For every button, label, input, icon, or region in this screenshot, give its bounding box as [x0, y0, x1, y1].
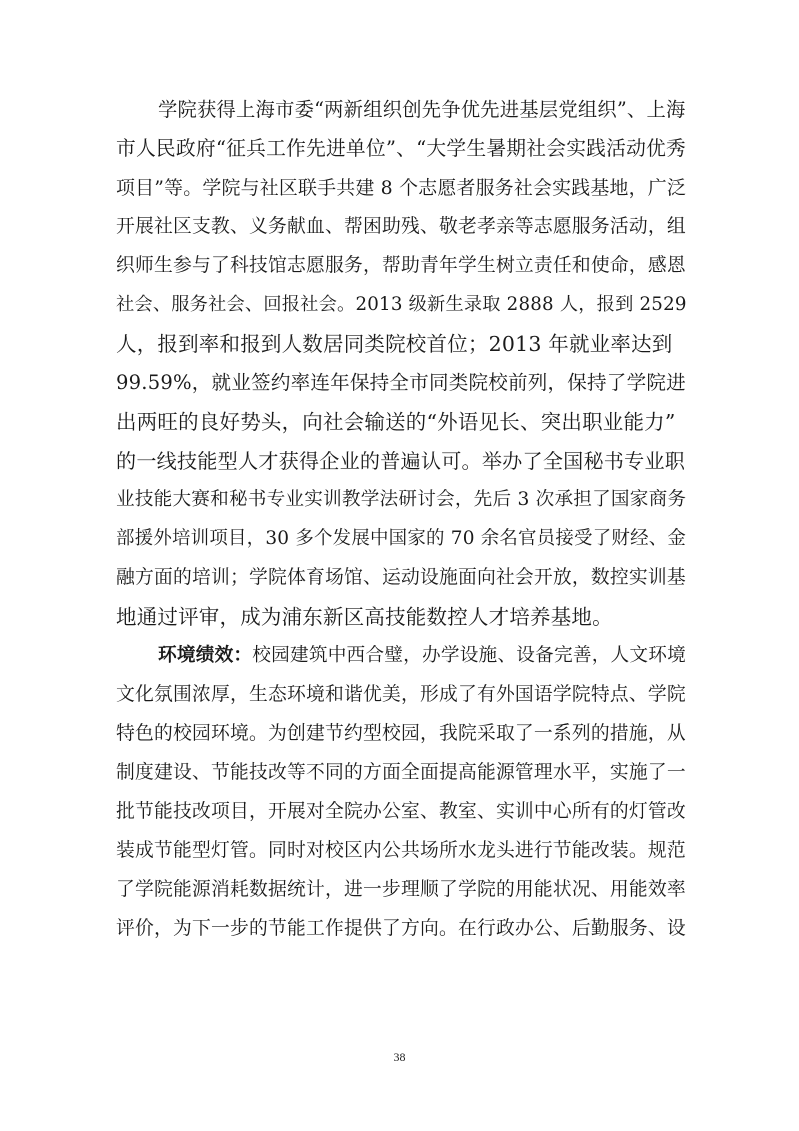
paragraph1-line-7: 人，报到率和报到人数居同类院校首位；2013 年就业率达到	[116, 332, 673, 356]
paragraph2-first-line-text: 校园建筑中西合璧，办学设施、设备完善，人文环境	[252, 645, 686, 666]
paragraph2-line-2: 文化氛围浓厚，生态环境和谐优美，形成了有外国语学院特点、学院	[116, 684, 686, 705]
paragraph1-line-14: 地通过评审，成为浦东新区高技能数控人才培养基地。	[116, 605, 613, 629]
paragraph2-line-4: 制度建设、节能技改等不同的方面全面提高能源管理水平，实施了一	[116, 762, 686, 783]
paragraph2-line-5: 批节能技改项目，开展对全院办公室、教室、实训中心所有的灯管改	[116, 801, 686, 822]
paragraph1-line-11: 业技能大赛和秘书专业实训教学法研讨会，先后 3 次承担了国家商务	[116, 489, 687, 510]
paragraph1-line-9: 出两旺的良好势头，向社会输送的“外语见长、突出职业能力”	[116, 410, 676, 434]
paragraph2-line-6: 装成节能型灯管。同时对校区内公共场所水龙头进行节能改装。规范	[116, 840, 686, 861]
paragraph1-line-4: 开展社区支教、义务献血、帮困助残、敬老孝亲等志愿服务活动，组	[116, 216, 686, 237]
paragraph1-line-3: 项目”等。学院与社区联手共建 8 个志愿者服务社会实践基地，广泛	[116, 177, 686, 199]
paragraph2-first-line	[158, 642, 686, 670]
paragraph1-line-5: 织师生参与了科技馆志愿服务，帮助青年学生树立责任和使命，感恩	[116, 255, 686, 276]
paragraph2-line-7: 了学院能源消耗数据统计，进一步理顺了学院的用能状况、用能效率	[116, 879, 686, 900]
paragraph1-line-10: 的一线技能型人才获得企业的普遍认可。举办了全国秘书专业职	[116, 449, 686, 473]
paragraph1-line-1: 学院获得上海市委“两新组织创先争优先进基层党组织”、上海	[158, 98, 686, 121]
paragraph1-line-2: 市人民政府“征兵工作先进单位”、“大学生暑期社会实践活动优秀	[116, 137, 686, 160]
paragraph1-line-12: 部援外培训项目，30 多个发展中国家的 70 余名官员接受了财经、金	[116, 528, 687, 549]
paragraph2-line-8: 评价，为下一步的节能工作提供了方向。在行政办公、后勤服务、设	[116, 918, 686, 939]
paragraph1-line-13: 融方面的培训；学院体育场馆、运动设施面向社会开放，数控实训基	[116, 567, 686, 588]
paragraph1-line-8: 99.59%，就业签约率连年保持全市同类院校前列，保持了学院进	[116, 371, 686, 394]
page-number: 38	[393, 1050, 406, 1064]
environment-performance-heading: 环境绩效：	[158, 645, 253, 666]
paragraph1-line-6: 社会、服务社会、回报社会。2013 级新生录取 2888 人，报到 2529	[116, 294, 687, 315]
paragraph2-line-3: 特色的校园环境。为创建节约型校园，我院采取了一系列的措施，从	[116, 723, 686, 744]
